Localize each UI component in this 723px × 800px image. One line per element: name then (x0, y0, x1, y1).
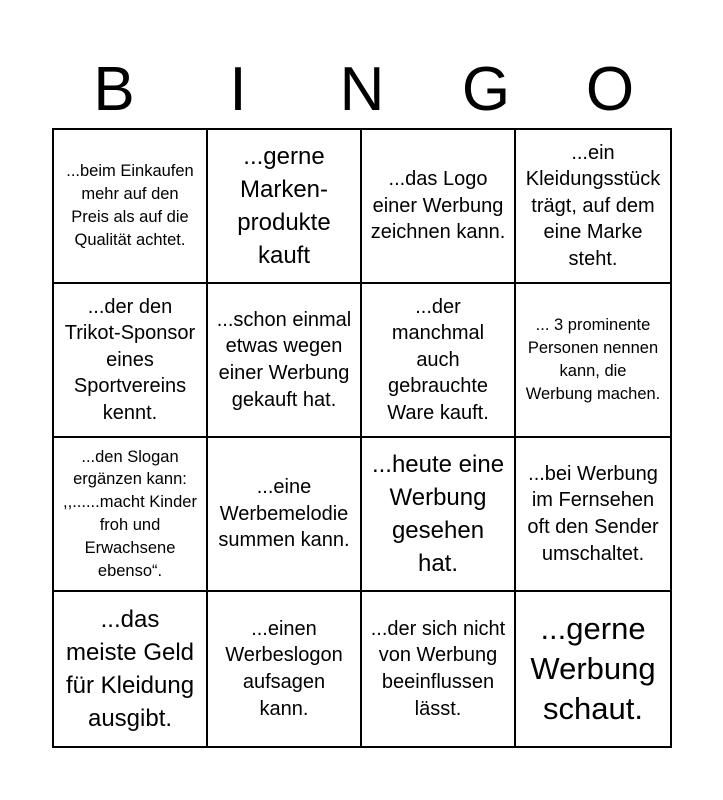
header-letter-i: I (229, 55, 247, 124)
bingo-cell-text: ...gerne Marken-produkte kauft (237, 142, 331, 270)
bingo-cell-text: ...den Slogan ergänzen kann: ,,......macht Kinder froh und Erwachsene ebenso“. (63, 447, 197, 580)
bingo-cell-text: ...der manchmal auch gebrauchte Ware kauft. (387, 295, 489, 424)
bingo-cell-text: ...das Logo einer Werbung zeichnen kann. (370, 168, 506, 244)
bingo-cell[interactable] (516, 130, 670, 284)
bingo-cell-text: ...schon einmal etwas wegen einer Werbung gekauft hat. (216, 308, 352, 411)
bingo-cell[interactable] (208, 130, 362, 284)
bingo-cell[interactable] (516, 438, 670, 592)
header-letter-o: O (585, 55, 635, 124)
header-letter-g: G (461, 55, 511, 124)
bingo-cell[interactable] (54, 592, 208, 746)
bingo-cell[interactable] (54, 130, 208, 284)
bingo-cell-text: ...gerne Werbung schaut. (530, 610, 656, 727)
bingo-cell[interactable] (362, 130, 516, 284)
bingo-cell-text: ...der den Trikot-Sponsor eines Sportvereins kennt. (64, 295, 196, 424)
header-letter-b: B (93, 55, 135, 124)
bingo-cell[interactable] (54, 284, 208, 438)
header-letter-n: N (339, 55, 385, 124)
bingo-cell-text: ...ein Kleidungsstück trägt, auf dem eine Marke steht. (525, 141, 661, 270)
bingo-cell[interactable] (516, 284, 670, 438)
bingo-cell-text: ...der sich nicht von Werbung beeinflussen lässt. (370, 617, 506, 720)
bingo-cell[interactable] (54, 438, 208, 592)
bingo-cell-text: ...das meiste Geld für Kleidung ausgibt. (65, 605, 195, 733)
bingo-cell[interactable] (362, 438, 516, 592)
bingo-cell-text: ...bei Werbung im Fernsehen oft den Sender umschaltet. (527, 462, 659, 565)
bingo-cell[interactable] (208, 592, 362, 746)
bingo-header (52, 52, 672, 128)
bingo-cell[interactable] (208, 438, 362, 592)
bingo-cell[interactable] (516, 592, 670, 746)
bingo-cell-text: ...heute eine Werbung gesehen hat. (371, 450, 505, 578)
bingo-cell[interactable] (362, 284, 516, 438)
bingo-cell-text: ...einen Werbeslogon aufsagen kann. (225, 617, 343, 720)
bingo-cell[interactable] (362, 592, 516, 746)
bingo-cell-text: ...beim Einkaufen mehr auf den Preis als auf die Qualität achtet. (66, 162, 194, 249)
bingo-grid (52, 128, 672, 748)
bingo-cell-text: ... 3 prominente Personen nennen kann, die Werbung machen. (525, 316, 661, 403)
bingo-cell[interactable] (208, 284, 362, 438)
bingo-cell-text: ...eine Werbemelodie summen kann. (218, 476, 350, 552)
